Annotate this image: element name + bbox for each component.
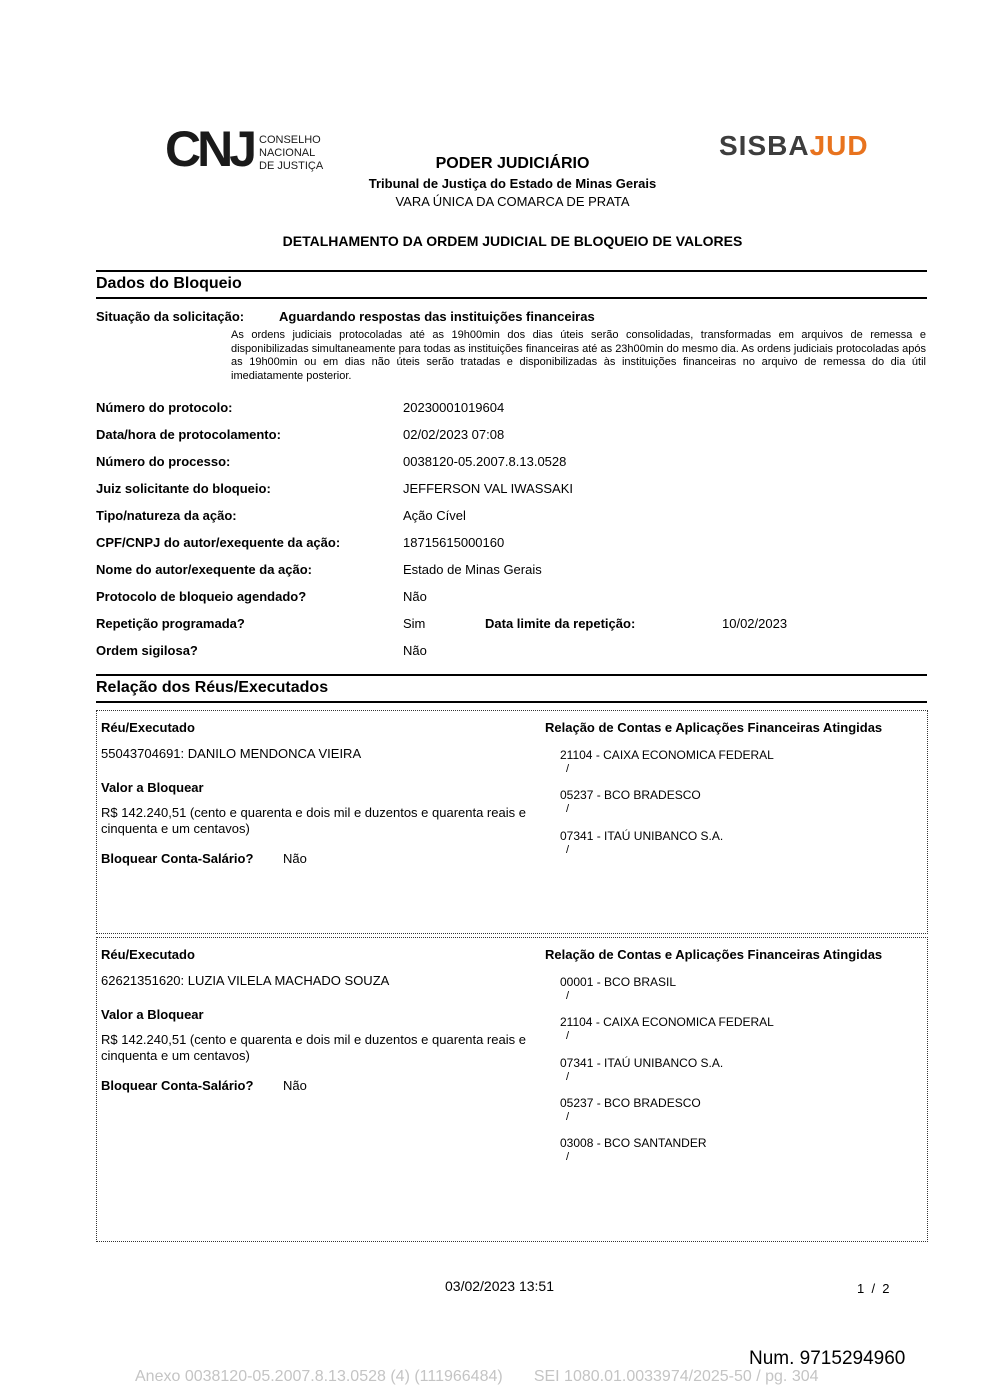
field-label: Protocolo de bloqueio agendado? bbox=[96, 589, 307, 604]
secret-flag: Não bbox=[403, 643, 427, 658]
footer-date: 03/02/2023 13:51 bbox=[445, 1278, 554, 1294]
section-dados-title: Dados do Bloqueio bbox=[96, 275, 242, 292]
field-label: Número do protocolo: bbox=[96, 400, 233, 415]
conta-salario-label: Bloquear Conta-Salário? bbox=[101, 1078, 254, 1093]
cnj-logo-text: CONSELHO NACIONAL DE JUSTIÇA bbox=[259, 134, 324, 172]
situacao-label: Situação da solicitação: bbox=[96, 309, 245, 324]
sisbajud-logo: SISBAJUD bbox=[719, 130, 869, 161]
page-title: PODER JUDICIÁRIO bbox=[435, 155, 590, 172]
account-item: 03008 - BCO SANTANDER bbox=[560, 1136, 707, 1150]
account-sub: / bbox=[566, 844, 570, 856]
account-sub: / bbox=[566, 990, 570, 1002]
conta-salario-label: Bloquear Conta-Salário? bbox=[101, 851, 254, 866]
processing-note: As ordens judiciais protocoladas até as 19h00min dos dias úteis serão consolidadas, transformadas em arquivos de remessa e disponibilizadas simultaneamente para todas as instituições financeiras até as 23h00min do mesmo dia. As ordens judiciais protocoladas após as 19h00min ou em dias não úteis serão tratadas e disponibilizadas às instituições financeiras no arquivo de remessa do dia útil imediatamente posterior. bbox=[231, 329, 926, 382]
field-label: Juiz solicitante do bloqueio: bbox=[96, 481, 271, 496]
tribunal-name: Tribunal de Justiça do Estado de Minas Gerais bbox=[368, 176, 657, 191]
account-sub: / bbox=[566, 803, 570, 815]
reu-name: 55043704691: DANILO MENDONCA VIEIRA bbox=[101, 746, 362, 761]
account-item: 00001 - BCO BRASIL bbox=[560, 975, 677, 989]
valor-line1: R$ 142.240,51 (cento e quarenta e dois mil e duzentos e quarenta reais e bbox=[101, 805, 526, 820]
account-item: 07341 - ITAÚ UNIBANCO S.A. bbox=[560, 829, 724, 843]
field-label: Ordem sigilosa? bbox=[96, 643, 198, 658]
reu-label: Réu/Executado bbox=[101, 947, 195, 962]
section-reus-header bbox=[96, 674, 927, 703]
valor-line1: R$ 142.240,51 (cento e quarenta e dois mil e duzentos e quarenta reais e bbox=[101, 1032, 526, 1047]
conta-salario-value: Não bbox=[283, 851, 307, 866]
account-item: 05237 - BCO BRADESCO bbox=[560, 1096, 701, 1110]
field-label: Data/hora de protocolamento: bbox=[96, 427, 281, 442]
valor-line2: cinquenta e um centavos) bbox=[101, 821, 250, 836]
protocol-datetime: 02/02/2023 07:08 bbox=[403, 427, 505, 442]
field-label: Nome do autor/exequente da ação: bbox=[96, 562, 312, 577]
section-dados-header bbox=[96, 270, 927, 299]
contas-label: Relação de Contas e Aplicações Financeiras Atingidas bbox=[545, 720, 883, 735]
reu-label: Réu/Executado bbox=[101, 720, 195, 735]
vara-name: VARA ÚNICA DA COMARCA DE PRATA bbox=[395, 194, 630, 209]
page-number: 1 / 2 bbox=[857, 1281, 890, 1296]
reu-card bbox=[96, 710, 928, 934]
data-limite-value: 10/02/2023 bbox=[722, 616, 788, 631]
account-item: 21104 - CAIXA ECONOMICA FEDERAL bbox=[560, 1015, 774, 1029]
field-label: Repetição programada? bbox=[96, 616, 245, 631]
situacao-value: Aguardando respostas das instituições financeiras bbox=[279, 309, 595, 324]
repetition-flag: Sim bbox=[403, 616, 426, 631]
contas-label: Relação de Contas e Aplicações Financeiras Atingidas bbox=[545, 947, 883, 962]
valor-line2: cinquenta e um centavos) bbox=[101, 1048, 250, 1063]
document-number: Num. 9715294960 bbox=[749, 1348, 906, 1369]
cnj-logo-letters: CNJ bbox=[165, 121, 254, 177]
account-sub: / bbox=[566, 1151, 570, 1163]
account-item: 21104 - CAIXA ECONOMICA FEDERAL bbox=[560, 748, 774, 762]
reu-card bbox=[96, 937, 928, 1242]
account-sub: / bbox=[566, 763, 570, 775]
author-name: Estado de Minas Gerais bbox=[403, 562, 542, 577]
field-label: CPF/CNPJ do autor/exequente da ação: bbox=[96, 535, 341, 550]
judge-name: JEFFERSON VAL IWASSAKI bbox=[403, 481, 573, 496]
conta-salario-value: Não bbox=[283, 1078, 307, 1093]
account-item: 05237 - BCO BRADESCO bbox=[560, 788, 701, 802]
account-item: 07341 - ITAÚ UNIBANCO S.A. bbox=[560, 1056, 724, 1070]
reu-name: 62621351620: LUZIA VILELA MACHADO SOUZA bbox=[101, 973, 390, 988]
annex-watermark: Anexo 0038120-05.2007.8.13.0528 (4) (111966484) SEI 1080.01.0033974/2025-50 / pg. 304 bbox=[135, 1368, 819, 1385]
account-sub: / bbox=[566, 1071, 570, 1083]
process-number: 0038120-05.2007.8.13.0528 bbox=[403, 454, 567, 469]
valor-label: Valor a Bloquear bbox=[101, 780, 204, 795]
field-label: Tipo/natureza da ação: bbox=[96, 508, 237, 523]
data-limite-label: Data limite da repetição: bbox=[485, 616, 636, 631]
valor-label: Valor a Bloquear bbox=[101, 1007, 204, 1022]
document-title: DETALHAMENTO DA ORDEM JUDICIAL DE BLOQUEIO DE VALORES bbox=[282, 233, 743, 249]
scheduled-flag: Não bbox=[403, 589, 427, 604]
action-type: Ação Cível bbox=[403, 508, 466, 523]
account-sub: / bbox=[566, 1030, 570, 1042]
protocol-number: 20230001019604 bbox=[403, 400, 505, 415]
field-label: Número do processo: bbox=[96, 454, 231, 469]
section-reus-title: Relação dos Réus/Executados bbox=[96, 679, 329, 696]
account-sub: / bbox=[566, 1111, 570, 1123]
author-cpf-cnpj: 18715615000160 bbox=[403, 535, 505, 550]
